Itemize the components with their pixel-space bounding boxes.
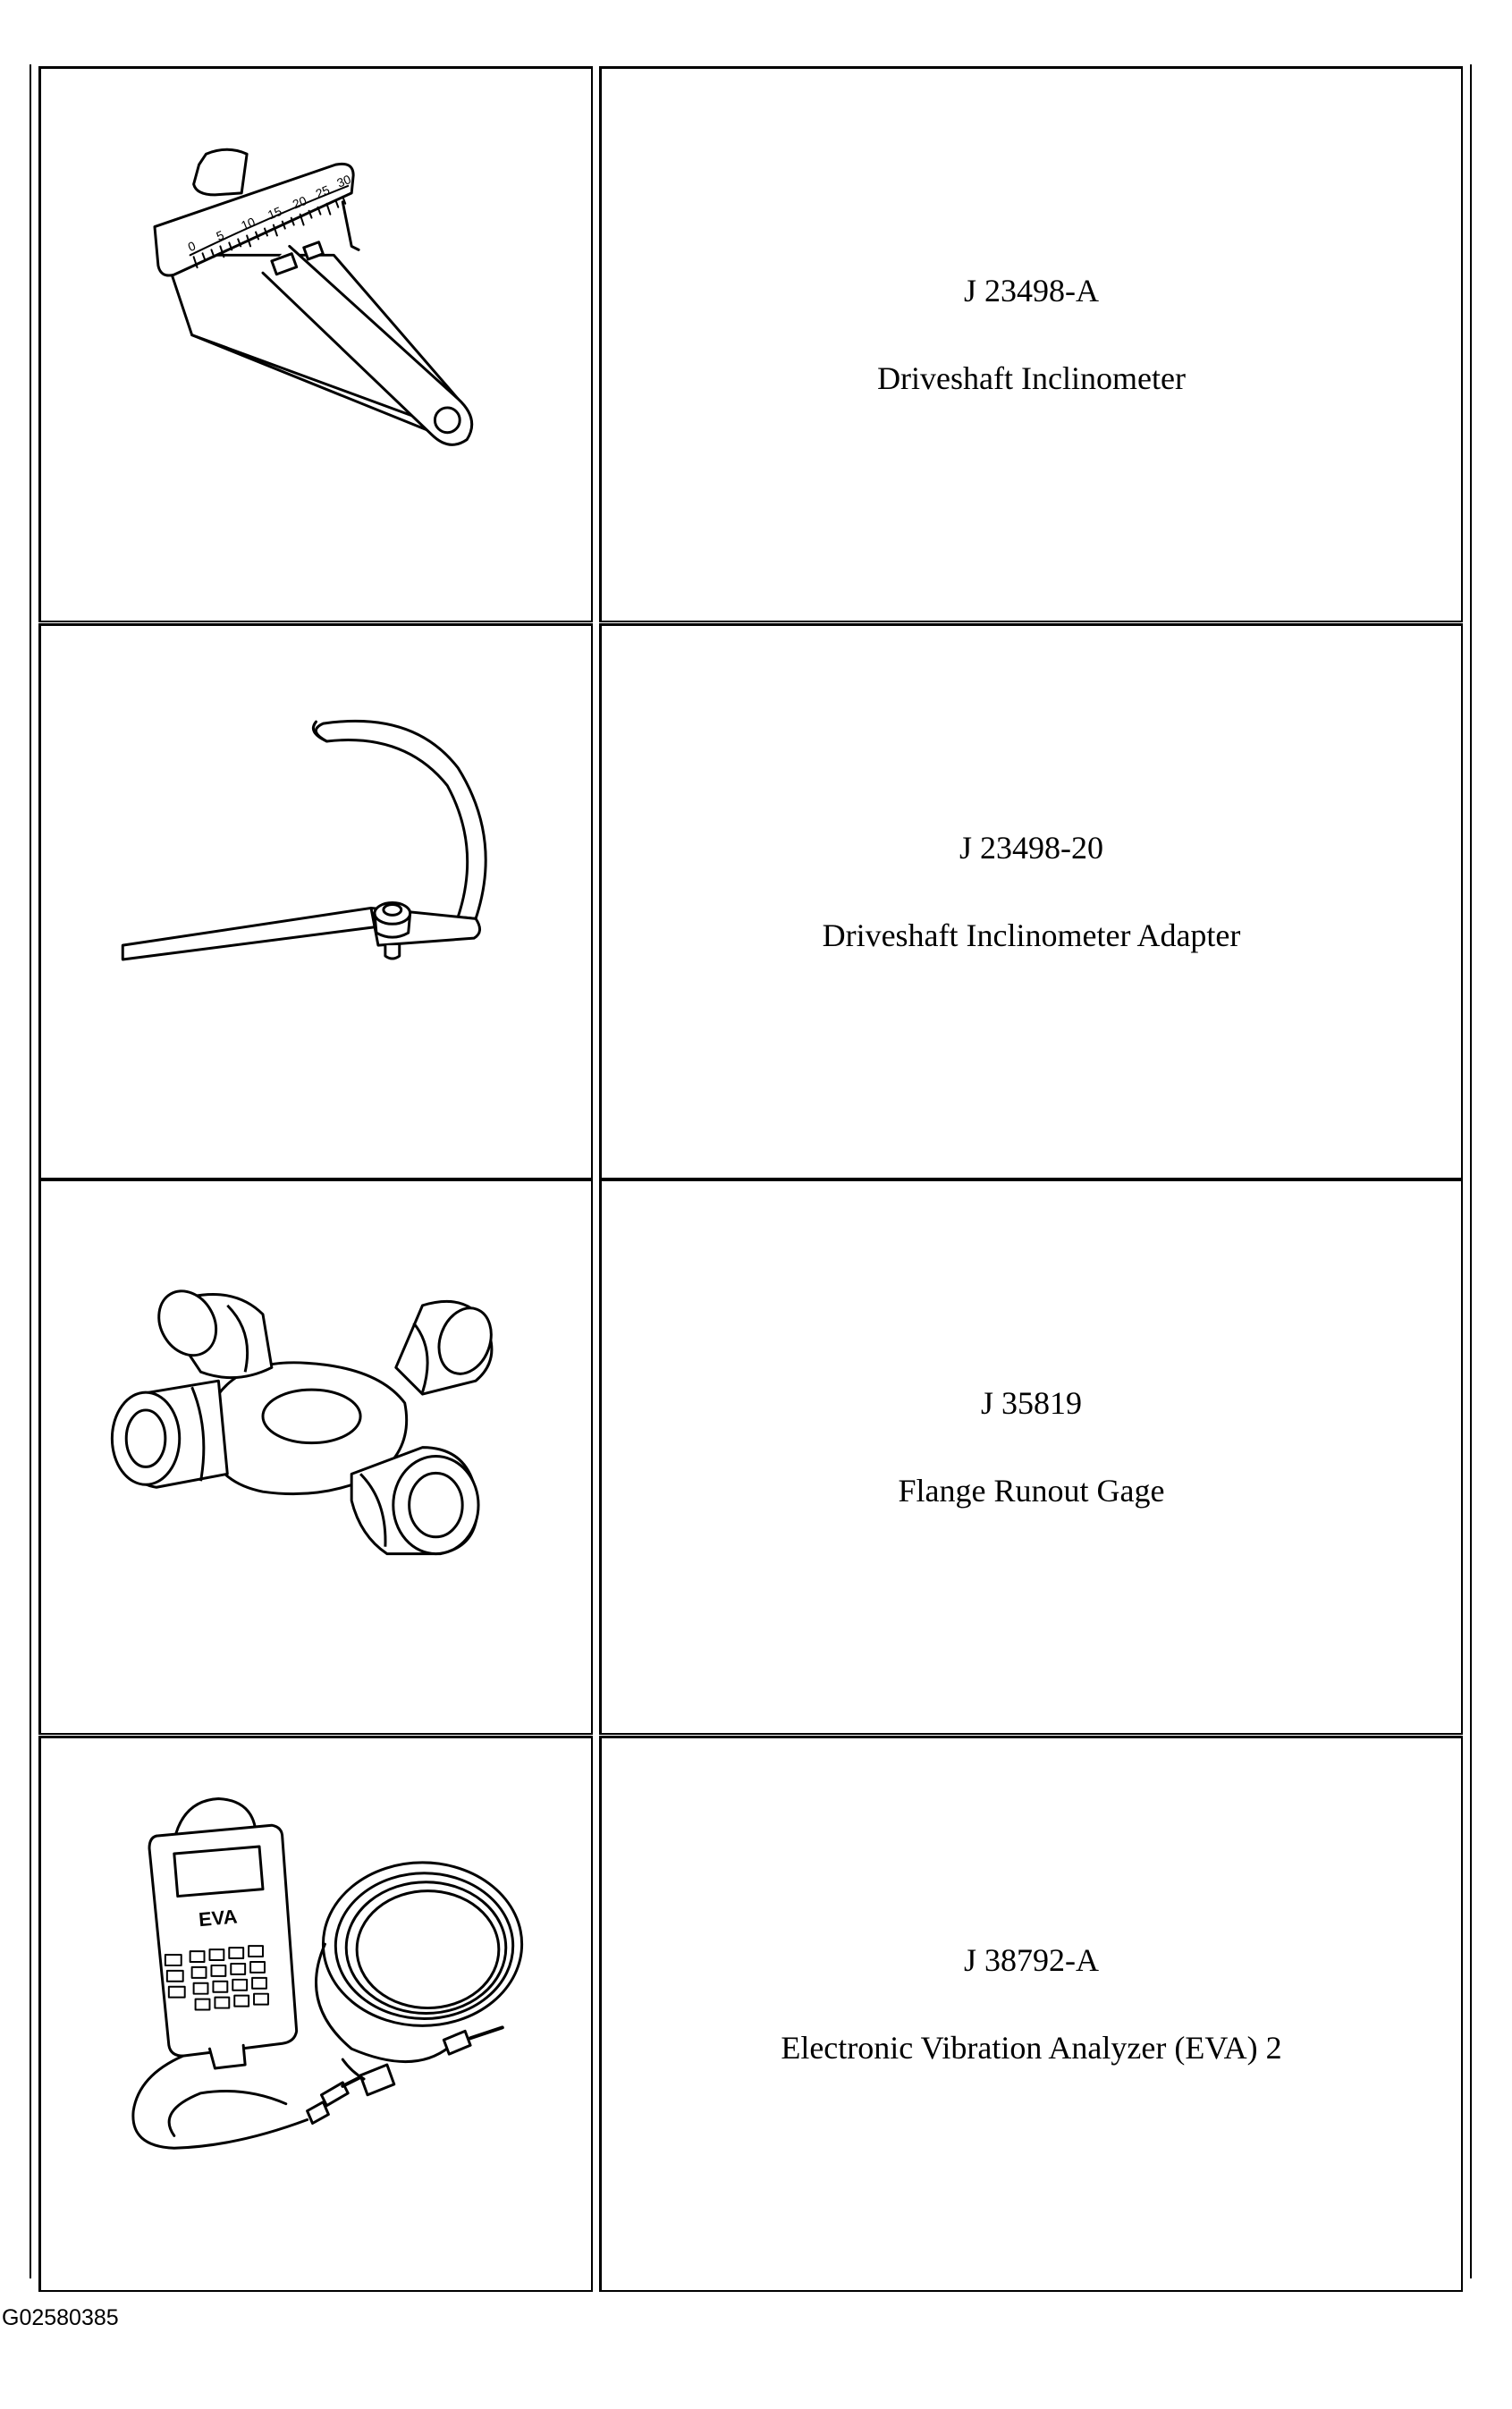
scale-label: 5 (214, 227, 226, 244)
tool-code: J 38792-A (964, 1942, 1099, 1978)
page-rule-right (1470, 64, 1472, 2278)
scale-label: 10 (239, 214, 258, 233)
figure-id: G02580385 (2, 2305, 119, 2330)
scale-label: 20 (290, 192, 309, 212)
tool-info-cell (599, 1736, 1463, 2292)
scale-label: 0 (185, 238, 198, 255)
tool-code: J 23498-A (964, 273, 1099, 309)
scale-label: 15 (266, 203, 284, 223)
scale-label: 30 (334, 172, 353, 190)
page-rule-left (30, 64, 31, 2278)
tool-info-cell (599, 1179, 1463, 1735)
tool-info-cell (599, 66, 1463, 622)
inclinometer-icon (41, 69, 591, 621)
vibration-analyzer-icon (41, 1738, 591, 2290)
tool-image-cell (38, 66, 593, 622)
tool-name: Driveshaft Inclinometer Adapter (822, 917, 1241, 953)
eva-screen-label: EVA (198, 1905, 239, 1931)
tool-code: J 35819 (980, 1385, 1082, 1421)
tool-name: Driveshaft Inclinometer (877, 360, 1186, 396)
inclinometer-adapter-icon (41, 626, 591, 1178)
universal-joint-cross-icon (41, 1181, 591, 1733)
tool-code: J 23498-20 (959, 830, 1103, 866)
scale-label: 25 (313, 182, 332, 201)
tool-image-cell (38, 623, 593, 1179)
tool-image-cell (38, 1179, 593, 1735)
tool-name: Electronic Vibration Analyzer (EVA) 2 (781, 2030, 1282, 2066)
tool-image-cell (38, 1736, 593, 2292)
tool-name: Flange Runout Gage (898, 1473, 1165, 1509)
tool-info-cell (599, 623, 1463, 1179)
